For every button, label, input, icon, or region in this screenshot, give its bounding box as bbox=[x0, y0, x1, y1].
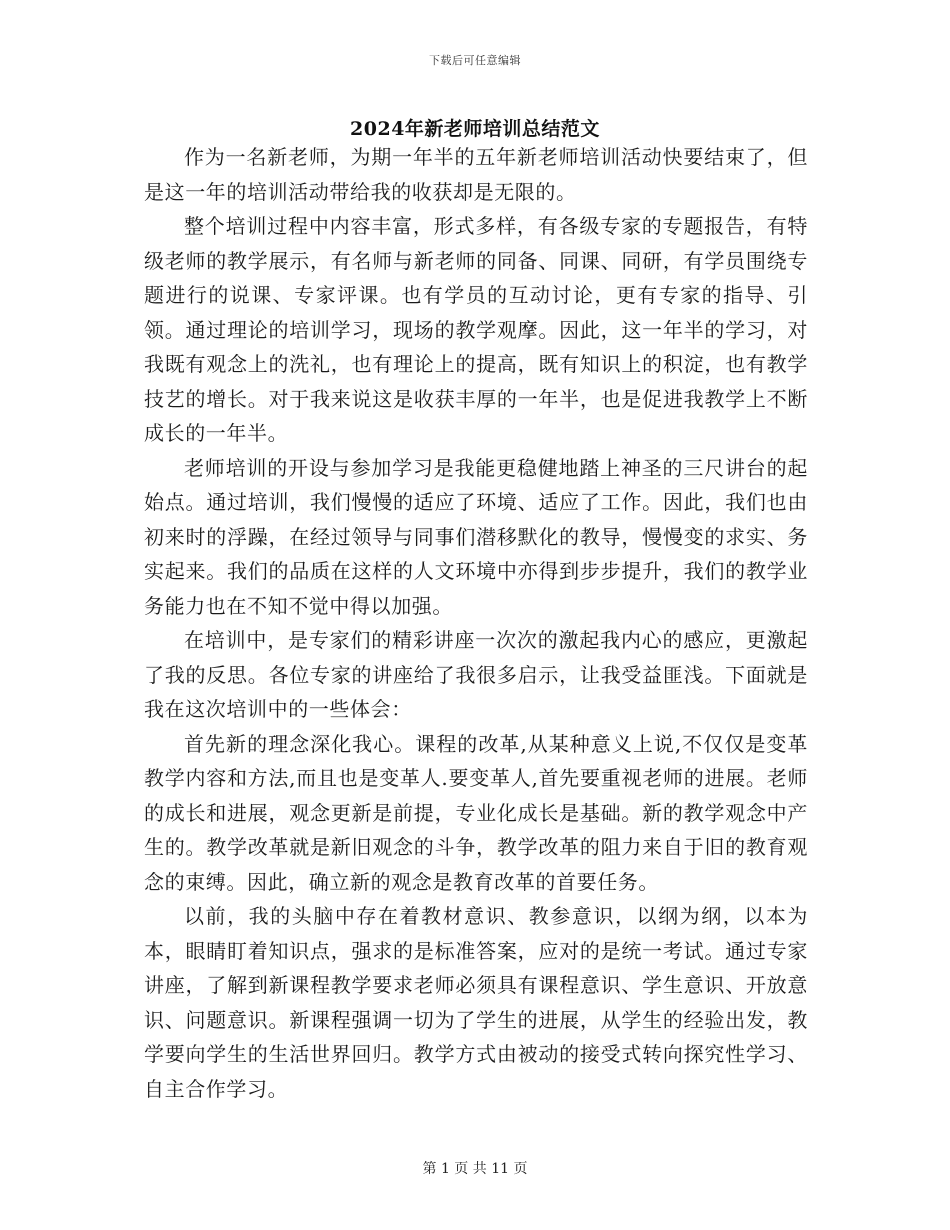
paragraph-6: 以前，我的头脑中存在着教材意识、教参意识，以纲为纲，以本为本，眼睛盯着知识点，强求的是标准答案，应对的是统一考试。通过专家讲座，了解到新课程教学要求老师必须具有课程意识、学生意识、开放意识、问题意识。新课程强调一切为了学生的进展，从学生的经验出发，教学要向学生的生活世界回归。教学方式由被动的接受式转向探究性学习、自主合作学习。 bbox=[144, 904, 808, 1101]
paragraph-4: 在培训中，是专家们的精彩讲座一次次的激起我内心的感应，更激起了我的反思。各位专家的讲座给了我很多启示，让我受益匪浅。下面就是我在这次培训中的一些体会： bbox=[144, 628, 808, 721]
paragraph-1: 作为一名新老师，为期一年半的五年新老师培训活动快要结束了，但是这一年的培训活动带给我的收获却是无限的。 bbox=[144, 145, 808, 204]
page-number-footer: 第 1 页 共 11 页 bbox=[422, 1161, 528, 1177]
paragraph-5: 首先新的理念深化我心。课程的改革,从某种意义上说,不仅仅是变革教学内容和方法,而且也是变革人.要变革人,首先要重视老师的进展。老师的成长和进展，观念更新是前提，专业化成长是基础。新的教学观念中产生的。教学改革就是新旧观念的斗争，教学改革的阻力来自于旧的教育观念的束缚。因此，确立新的观念是教育改革的首要任务。 bbox=[144, 731, 808, 894]
page-header-note: 下载后可任意编辑 bbox=[429, 54, 521, 67]
document-body bbox=[144, 140, 808, 1106]
paragraph-2: 整个培训过程中内容丰富，形式多样，有各级专家的专题报告，有特级老师的教学展示，有名师与新老师的同备、同课、同研，有学员围绕专题进行的说课、专家评课。也有学员的互动讨论，更有专家的指导、引领。通过理论的培训学习，现场的教学观摩。因此，这一年半的学习，对我既有观念上的洗礼，也有理论上的提高，既有知识上的积淀，也有教学技艺的增长。对于我来说这是收获丰厚的一年半，也是促进我教学上不断成长的一年半。 bbox=[144, 214, 808, 445]
document-title: 2024年新老师培训总结范文 bbox=[350, 118, 600, 140]
paragraph-3: 老师培训的开设与参加学习是我能更稳健地踏上神圣的三尺讲台的起始点。通过培训，我们慢慢的适应了环境、适应了工作。因此，我们也由初来时的浮躁，在经过领导与同事们潜移默化的教导，慢慢变的求实、务实起来。我们的品质在这样的人文环境中亦得到步步提升，我们的教学业务能力也在不知不觉中得以加强。 bbox=[144, 455, 808, 618]
